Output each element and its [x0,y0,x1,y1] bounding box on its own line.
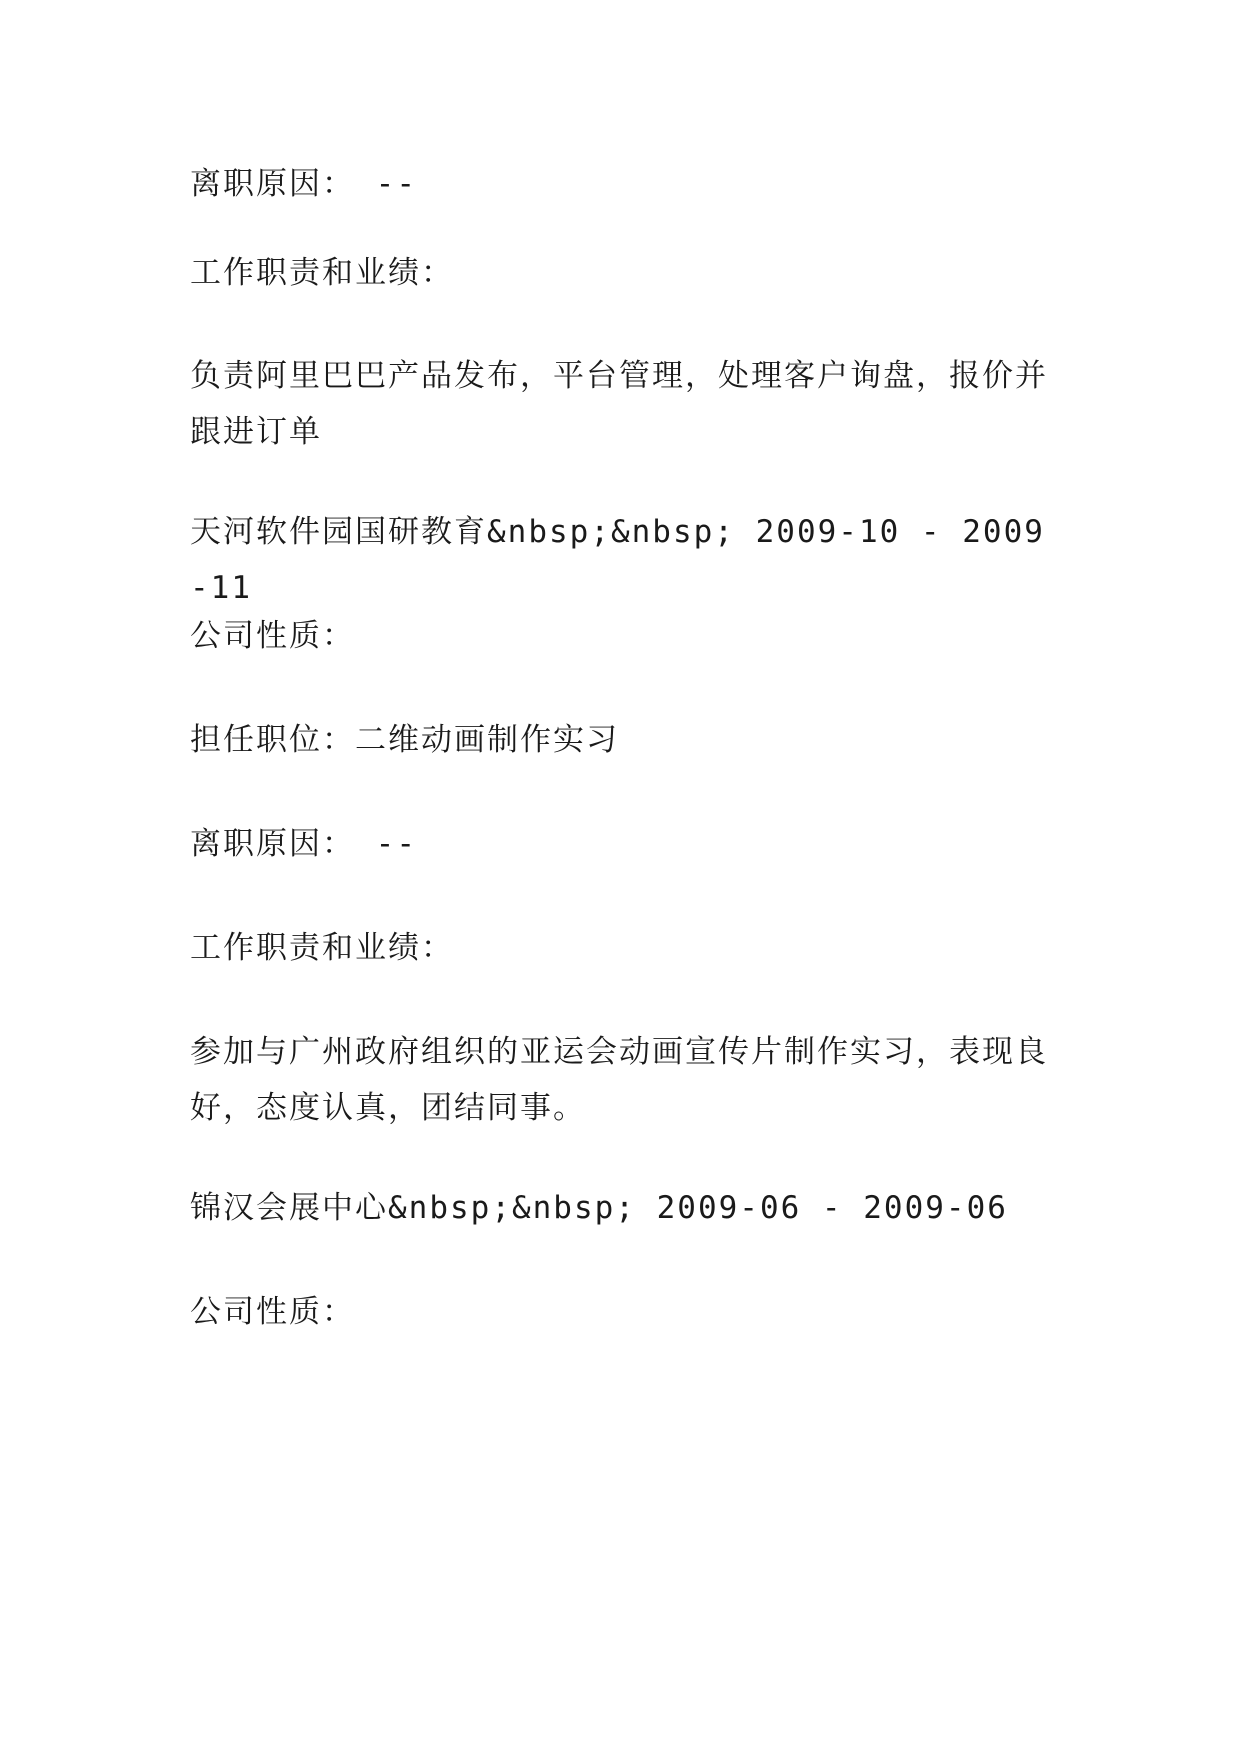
leave-reason-1: 离职原因： -- [190,166,417,202]
company-entry-jinhan: 锦汉会展中心&nbsp;&nbsp; 2009-06 - 2009-06 [190,1190,1008,1226]
leave-reason-2: 离职原因： -- [190,826,417,862]
position-title: 担任职位：二维动画制作实习 [190,722,619,758]
company-nature-1: 公司性质： [190,618,355,654]
duties-text-2: 参加与广州政府组织的亚运会动画宣传片制作实习，表现良好，态度认真，团结同事。 [190,1034,1048,1126]
duties-heading-1: 工作职责和业绩： [190,255,454,291]
company-nature-2: 公司性质： [190,1294,355,1330]
company-entry-tianhe: 天河软件园国研教育&nbsp;&nbsp; 2009-10 - 2009-11 [190,514,1045,606]
duties-heading-2: 工作职责和业绩： [190,930,454,966]
duties-text-1: 负责阿里巴巴产品发布，平台管理，处理客户询盘，报价并跟进订单 [190,358,1048,450]
